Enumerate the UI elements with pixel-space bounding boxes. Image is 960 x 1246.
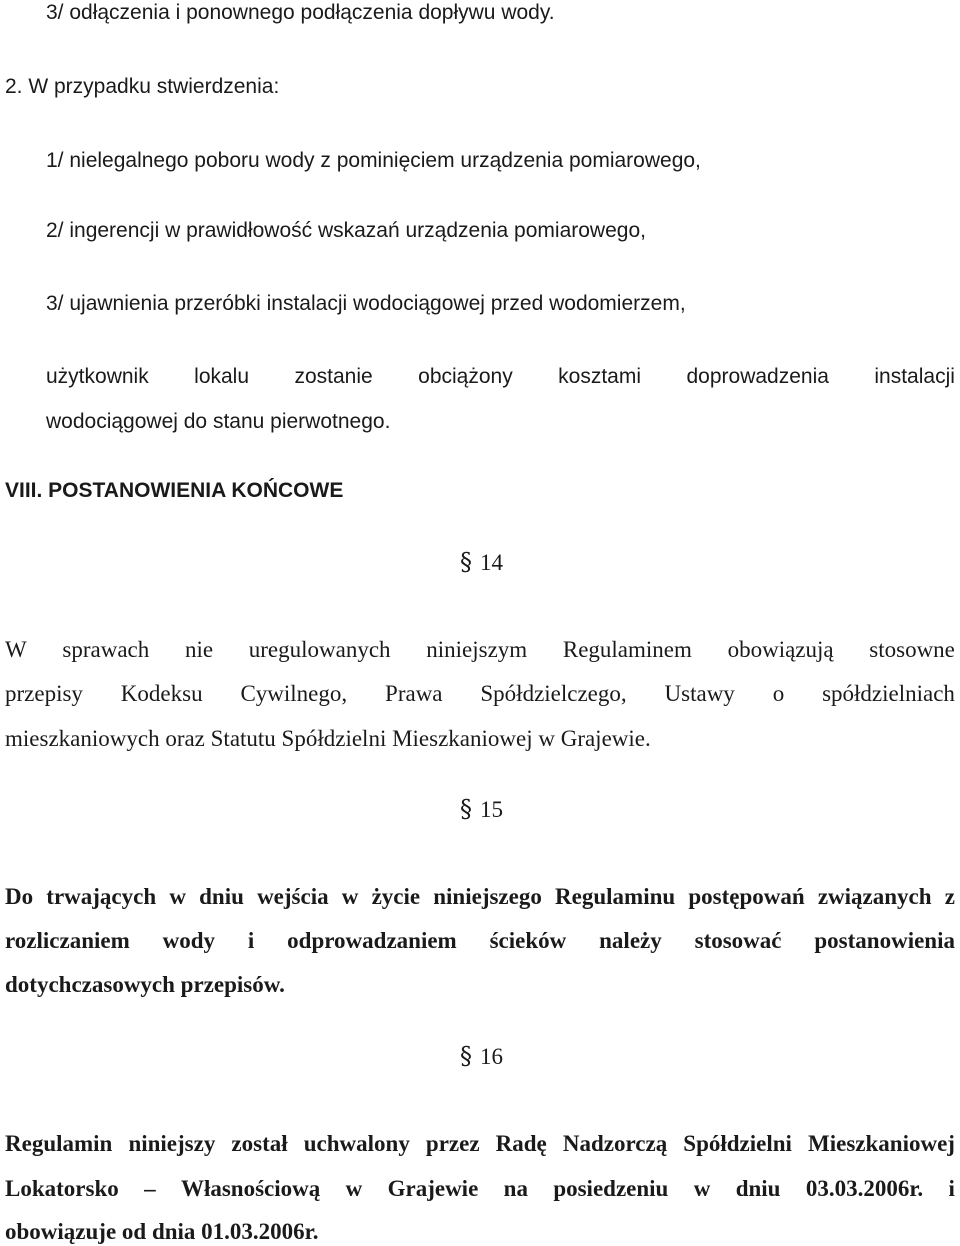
word: Do xyxy=(5,884,34,909)
text-line: 1/ nielegalnego poboru wody z pominięciem urządzenia pomiarowego, xyxy=(46,149,701,172)
word: lokalu xyxy=(194,365,250,388)
paragraph-number: 14 xyxy=(480,550,503,575)
justified-line xyxy=(46,366,955,387)
word: przepisy xyxy=(5,681,83,706)
word: stosowne xyxy=(869,637,955,662)
word: niniejszym xyxy=(426,637,528,662)
justified-line xyxy=(5,682,955,705)
paragraph-number-15 xyxy=(460,797,503,821)
paragraph-number: 15 xyxy=(480,797,503,822)
word: obowiązują xyxy=(727,637,834,662)
word: ścieków xyxy=(489,928,567,953)
word: odprowadzaniem xyxy=(287,928,457,953)
word: i xyxy=(247,928,255,953)
word: wody xyxy=(162,928,216,953)
word: sprawach xyxy=(62,637,150,662)
word: stosować xyxy=(694,928,782,953)
paragraph-symbol: § xyxy=(460,548,472,576)
word: obciążony xyxy=(418,365,513,388)
word: Grajewie xyxy=(387,1176,479,1201)
word: uchwalony xyxy=(303,1131,410,1156)
word: spółdzielniach xyxy=(822,681,955,706)
word: Prawa xyxy=(385,681,443,706)
justified-line xyxy=(5,885,955,908)
word: doprowadzenia xyxy=(686,365,829,388)
word: Mieszkaniowej xyxy=(808,1131,955,1156)
word: Lokatorsko xyxy=(5,1176,119,1201)
word: niniejszy xyxy=(128,1131,216,1156)
word: rozliczaniem xyxy=(5,928,130,953)
word: Regulaminem xyxy=(562,637,692,662)
section-heading: VIII. POSTANOWIENIA KOŃCOWE xyxy=(5,479,344,502)
word: trwających xyxy=(46,884,157,909)
word: w xyxy=(169,884,186,909)
word: zostanie xyxy=(294,365,373,388)
word: instalacji xyxy=(874,365,955,388)
word: w xyxy=(693,1176,711,1201)
paragraph-symbol: § xyxy=(460,1042,472,1070)
text-line: 2. W przypadku stwierdzenia: xyxy=(5,75,280,98)
justified-line xyxy=(5,1177,955,1200)
word: został xyxy=(231,1131,288,1156)
word: – xyxy=(144,1176,156,1201)
word: wejścia xyxy=(257,884,329,909)
text-line: wodociągowej do stanu pierwotnego. xyxy=(46,410,391,433)
word: należy xyxy=(599,928,662,953)
word: dniu xyxy=(199,884,244,909)
word: postanowienia xyxy=(814,928,955,953)
word: w xyxy=(345,1176,363,1201)
word: nie xyxy=(184,637,214,662)
word: Regulamin xyxy=(5,1131,113,1156)
word: niniejszego xyxy=(433,884,542,909)
word: uregulowanych xyxy=(248,637,391,662)
paragraph-number: 16 xyxy=(480,1044,503,1069)
justified-line xyxy=(5,1132,955,1155)
word: Kodeksu xyxy=(120,681,203,706)
word: na xyxy=(503,1176,528,1201)
word: Nadzorczą xyxy=(562,1131,668,1156)
text-line: 3/ odłączenia i ponownego podłączenia dopływu wody. xyxy=(46,1,555,24)
justified-line xyxy=(5,929,955,952)
paragraph-number-14 xyxy=(460,550,503,574)
word: Spółdzielczego, xyxy=(480,681,627,706)
word: i xyxy=(948,1176,955,1201)
word: przez xyxy=(425,1131,480,1156)
word: Cywilnego, xyxy=(240,681,348,706)
paragraph-symbol: § xyxy=(460,795,472,823)
word: życie xyxy=(371,884,421,909)
text-line: 3/ ujawnienia przeróbki instalacji wodociągowej przed wodomierzem, xyxy=(46,292,686,315)
word: Radę xyxy=(495,1131,547,1156)
word: o xyxy=(772,681,785,706)
text-line: 2/ ingerencji w prawidłowość wskazań urządzenia pomiarowego, xyxy=(46,219,646,242)
text-line: obowiązuje od dnia 01.03.2006r. xyxy=(5,1219,319,1244)
text-line: dotychczasowych przepisów. xyxy=(5,972,285,997)
word: 03.03.2006r. xyxy=(805,1176,924,1201)
word: posiedzeniu xyxy=(553,1176,669,1201)
word: Regulaminu xyxy=(555,884,676,909)
paragraph-number-16 xyxy=(460,1044,503,1068)
word: Spółdzielni xyxy=(683,1131,792,1156)
justified-line xyxy=(5,638,955,661)
word: dniu xyxy=(735,1176,781,1201)
word: Ustawy xyxy=(664,681,735,706)
word: w xyxy=(341,884,359,909)
word: postępowań xyxy=(688,884,805,909)
word: użytkownik xyxy=(46,365,149,388)
word: związanych xyxy=(817,884,932,909)
word: Własnościową xyxy=(180,1176,321,1201)
word: W xyxy=(5,637,27,662)
word: z xyxy=(944,884,955,909)
word: kosztami xyxy=(558,365,642,388)
text-line: mieszkaniowych oraz Statutu Spółdzielni Mieszkaniowej w Grajewie. xyxy=(5,726,651,751)
